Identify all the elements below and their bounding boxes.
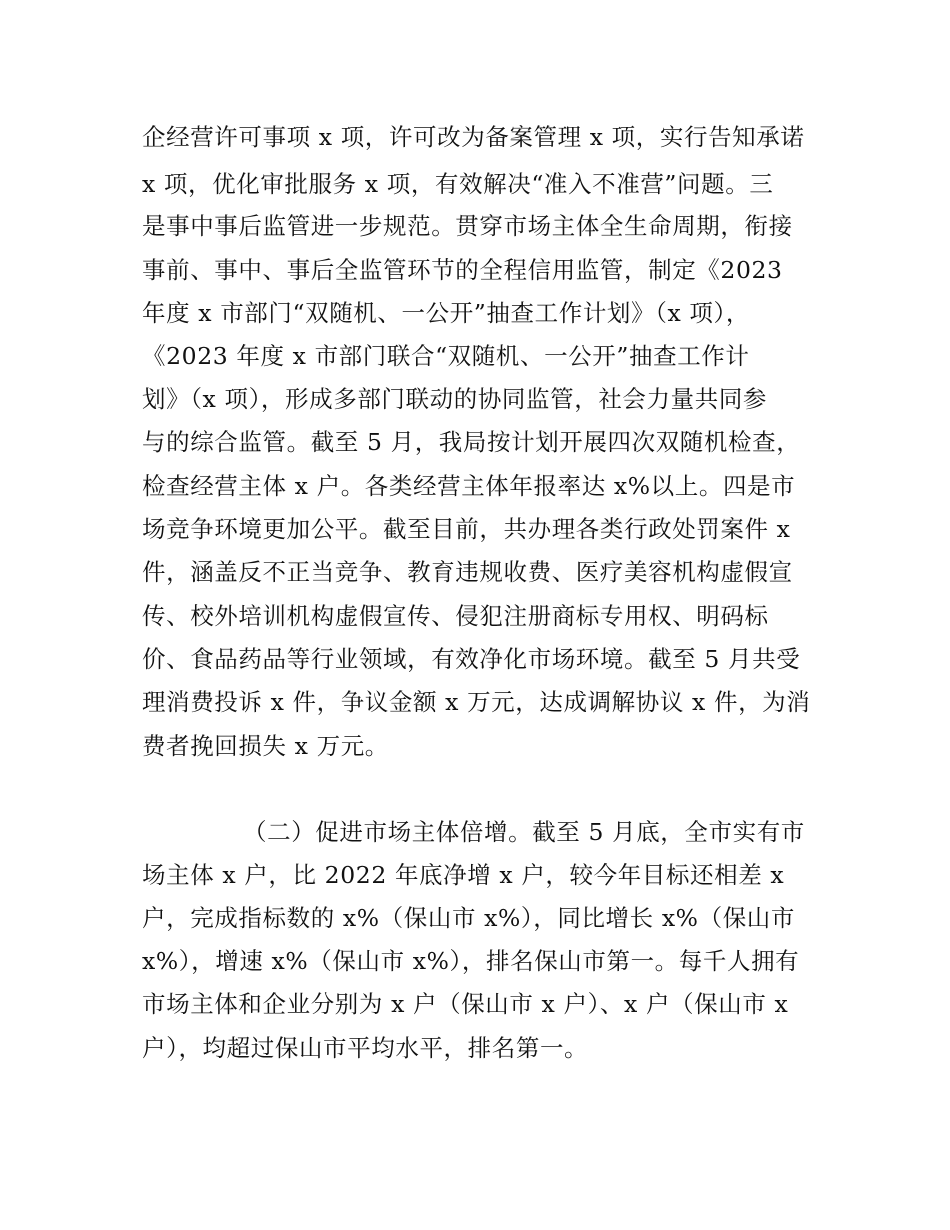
paragraph-line: x 项，优化审批服务 x 项，有效解决“准入不准营”问题。三	[142, 170, 774, 198]
paragraph-line: 件，涵盖反不正当竞争、教育违规收费、医疗美容机构虚假宣	[142, 558, 793, 586]
paragraph-line: 年度 x 市部门“双随机、一公开”抽查工作计划》（x 项），	[142, 299, 750, 327]
paragraph-line: 户，完成指标数的 x%（保山市 x%），同比增长 x%（保山市	[142, 904, 796, 932]
paragraph-line: 检查经营主体 x 户。各类经营主体年报率达 x%以上。四是市	[142, 472, 796, 500]
paragraph-line: 场主体 x 户，比 2022 年底净增 x 户，较今年目标还相差 x	[142, 861, 785, 889]
paragraph-line: 传、校外培训机构虚假宣传、侵犯注册商标专用权、明码标	[142, 602, 769, 630]
paragraph-line: 场竞争环境更加公平。截至目前，共办理各类行政处罚案件 x	[142, 515, 791, 543]
paragraph-line: 《2023 年度 x 市部门联合“双随机、一公开”抽查工作计	[142, 342, 750, 370]
paragraph-line: （二）促进市场主体倍增。截至 5 月底，全市实有市	[243, 818, 805, 846]
paragraph-line: 与的综合监管。截至 5 月，我局按计划开展四次双随机检查，	[142, 428, 801, 456]
paragraph-line: 企经营许可事项 x 项，许可改为备案管理 x 项，实行告知承诺	[142, 123, 805, 151]
paragraph-line: 理消费投诉 x 件，争议金额 x 万元，达成调解协议 x 件，为消	[142, 688, 811, 716]
paragraph-line: 市场主体和企业分别为 x 户（保山市 x 户）、x 户（保山市 x	[142, 990, 789, 1018]
paragraph-line: 是事中事后监管进一步规范。贯穿市场主体全生命周期，衔接	[142, 212, 793, 240]
paragraph-line: x%），增速 x%（保山市 x%），排名保山市第一。每千人拥有	[142, 947, 800, 975]
paragraph-line: 户），均超过保山市平均水平，排名第一。	[142, 1034, 589, 1062]
paragraph-line: 费者挽回损失 x 万元。	[142, 732, 389, 760]
paragraph-line: 划》（x 项），形成多部门联动的协同监管，社会力量共同参	[142, 385, 768, 413]
paragraph-line: 事前、事中、事后全监管环节的全程信用监管，制定《2023	[142, 256, 783, 284]
paragraph-line: 价、食品药品等行业领域，有效净化市场环境。截至 5 月共受	[142, 645, 801, 673]
